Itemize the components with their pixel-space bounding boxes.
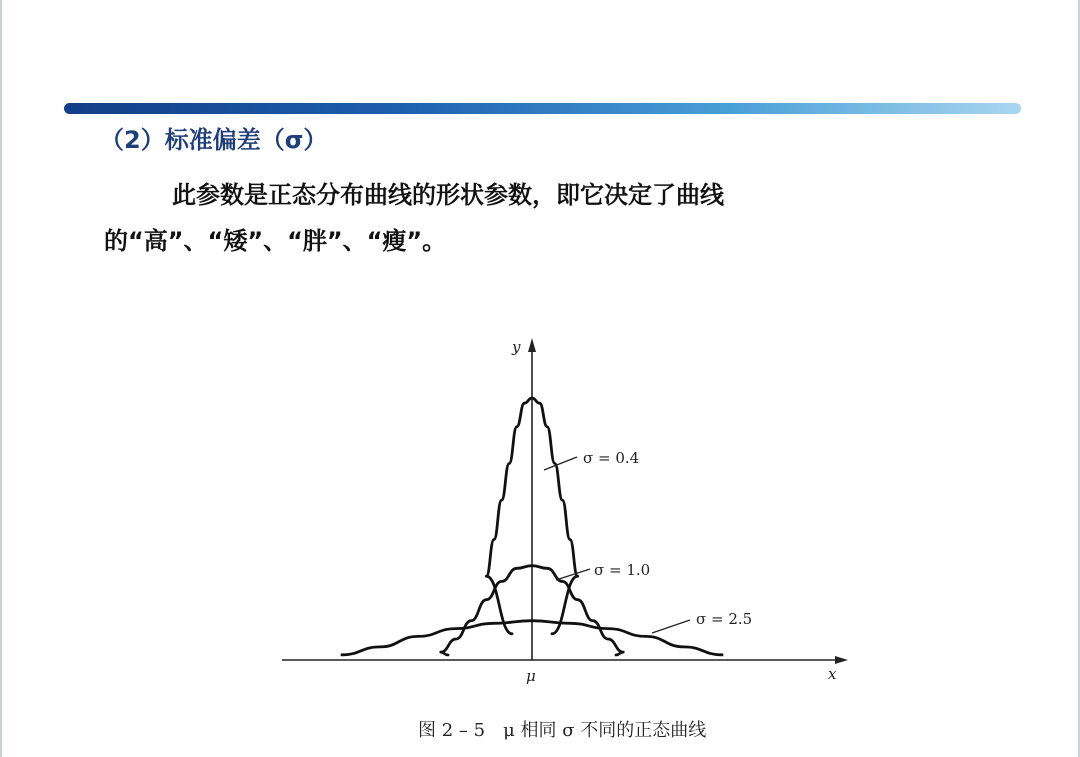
figure-caption: 图 2 – 5 μ 相同 σ 不同的正态曲线 (418, 720, 707, 741)
y-axis-arrow (528, 338, 536, 352)
label-sigma-0-4: σ = 0.4 (583, 449, 640, 467)
chart-axes (282, 338, 848, 664)
label-sigma-2-5: σ = 2.5 (696, 610, 753, 628)
x-axis-arrow (835, 656, 848, 664)
label-sigma-1-0: σ = 1.0 (594, 561, 651, 579)
leader-sigma-0-4 (544, 457, 577, 470)
x-tick-label-mu: μ (526, 667, 536, 685)
chart-labels (511, 338, 837, 685)
leader-sigma-2-5 (652, 620, 690, 633)
y-axis-label: y (512, 338, 521, 356)
body-paragraph: 此参数是正态分布曲线的形状参数，即它决定了曲线的“高”、“矮”、“胖”、“瘦”。 (104, 181, 724, 255)
section-heading: （2）标准偏差（σ） (100, 126, 328, 154)
x-axis-label: x (828, 665, 837, 683)
